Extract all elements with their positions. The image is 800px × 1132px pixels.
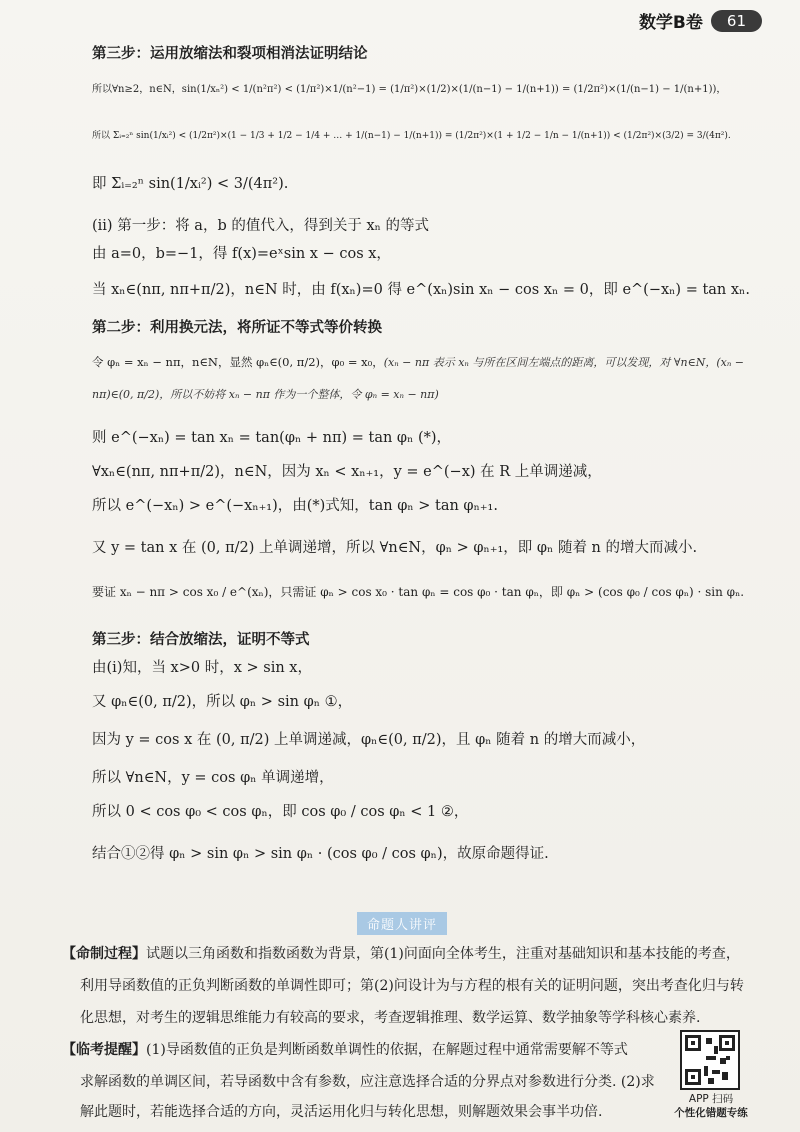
line-text: 当 xₙ∈(nπ, nπ+π/2)，n∈N 时，由 f(xₙ)=0 得 e^(xₙ)sin xₙ − cos xₙ = 0，即 e^(−xₙ) = tan xₙ. [92, 282, 750, 298]
line-text: (ii) 第一步：将 a，b 的值代入，得到关于 xₙ 的等式 [92, 218, 430, 234]
side-note: nπ)∈(0, π/2)，所以不妨将 xₙ − nπ 作为一个整体，令 φₙ = xₙ − nπ) [92, 388, 439, 401]
solution-line [92, 802, 468, 822]
solution-line [92, 80, 726, 100]
page-number: 61 [711, 10, 762, 32]
solution-line [92, 244, 391, 264]
comment-line [80, 1102, 670, 1122]
comment-text: (1)导函数值的正负是判断函数单调性的依据，在解题过程中通常需要解不等式 [146, 1042, 628, 1058]
comment-text: 利用导函数值的正负判断函数的单调性即可；第(2)问设计为与方程的根有关的证明问题，突出考查化归与转 [80, 978, 744, 994]
solution-line [92, 384, 439, 405]
comment-text: 试题以三角函数和指数函数为背景，第(1)问面向全体考生，注重对基础知识和基本技能的考查， [146, 946, 740, 962]
line-text: 即 Σᵢ₌₂ⁿ sin(1/xᵢ²) < 3/(4π²). [92, 176, 289, 192]
solution-line [92, 126, 731, 146]
comment-text: 求解函数的单调区间，若导函数中含有参数，应注意选择合适的分界点对参数进行分类. (2)求 [80, 1074, 655, 1090]
qr-caption-2: 个性化错题专练 [674, 1107, 748, 1119]
solution-line [92, 496, 498, 516]
step-heading [92, 318, 382, 338]
line-text: 则 e^(−xₙ) = tan xₙ = tan(φₙ + nπ) = tan φₙ (*)， [92, 430, 452, 446]
solution-line [92, 352, 744, 373]
solution-line [92, 174, 288, 194]
solution-line [92, 216, 429, 236]
line-text: 要证 xₙ − nπ > cos x₀ / e^(xₙ)，只需证 φₙ > cos x₀ · tan φₙ = cos φ₀ · tan φₙ，即 φₙ > (cos φ₀ / cos φₙ) · sin φₙ. [92, 585, 745, 599]
solution-line [92, 658, 312, 678]
solution-line [92, 428, 451, 448]
line-text: 第三步：结合放缩法，证明不等式 [92, 632, 310, 648]
line-text: 因为 y = cos x 在 (0, π/2) 上单调递减，φₙ∈(0, π/2)，且 φₙ 随着 n 的增大而减小， [92, 732, 646, 748]
line-text: 所以 0 < cos φ₀ < cos φₙ，即 cos φ₀ / cos φₙ < 1 ②， [92, 804, 469, 820]
qr-caption-1: APP 扫码 [688, 1093, 734, 1105]
comment-line [62, 944, 752, 964]
comment-text: 化思想，对考生的逻辑思维能力有较高的要求，考查逻辑推理、数学运算、数学抽象等学科核心素养. [80, 1010, 701, 1026]
step-heading [92, 630, 310, 650]
line-text: 由(i)知，当 x>0 时，x > sin x， [92, 660, 312, 676]
comment-text: 解此题时，若能选择合适的方向，灵活运用化归与转化思想，则解题效果会事半功倍. [80, 1104, 603, 1120]
solution-line [92, 538, 697, 558]
line-text: 第三步：运用放缩法和裂项相消法证明结论 [92, 46, 368, 62]
line-text: 又 y = tan x 在 (0, π/2) 上单调递增，所以 ∀n∈N，φₙ > φₙ₊₁，即 φₙ 随着 n 的增大而减小. [92, 540, 698, 556]
line-text: 所以∀n≥2，n∈N，sin(1/xₙ²) < 1/(n²π²) < (1/π²)×1/(n²−1) = (1/π²)×(1/2)×(1/(n−1) − 1/(n+1)) = (1/2π²)×(1/(n−1) − 1/(n+1))， [92, 84, 727, 95]
line-text: 所以 e^(−xₙ) > e^(−xₙ₊₁)，由(*)式知，tan φₙ > tan φₙ₊₁. [92, 498, 498, 514]
step-heading [92, 44, 368, 64]
book-title: 数学B卷 [638, 13, 703, 33]
qr-code-icon[interactable] [680, 1030, 740, 1090]
solution-line [92, 844, 549, 864]
comment-line [62, 1040, 652, 1060]
comment-tag: 【命制过程】 [62, 946, 146, 962]
comment-tag: 【临考提醒】 [62, 1042, 146, 1058]
solution-line [92, 462, 602, 482]
line-text: 所以 Σᵢ₌₂ⁿ sin(1/xᵢ²) < (1/2π²)×(1 − 1/3 + 1/2 − 1/4 + … + 1/(n−1) − 1/(n+1)) = (1/2π²)×(1 + 1/2 − 1/n − 1/(n+1)) < (1/2π²)×(3/2) = 3/(4π²). [92, 131, 731, 141]
line-text: 令 φₙ = xₙ − nπ，n∈N，显然 φₙ∈(0, π/2)，φ₀ = x₀， [92, 355, 384, 369]
line-text: ∀xₙ∈(nπ, nπ+π/2)，n∈N，因为 xₙ < xₙ₊₁，y = e^(−x) 在 R 上单调递减， [92, 464, 602, 480]
solution-line [92, 280, 750, 300]
comment-line [80, 1072, 670, 1092]
comment-line [80, 1008, 770, 1028]
line-text: 第二步：利用换元法，将所证不等式等价转换 [92, 320, 382, 336]
solution-line [92, 692, 352, 712]
page-header [639, 8, 762, 33]
solution-line [92, 582, 744, 602]
line-text: 由 a=0，b=−1，得 f(x)=eˣsin x − cos x， [92, 246, 391, 262]
solution-line [92, 768, 334, 788]
solution-line [92, 730, 645, 750]
line-text: 结合①②得 φₙ > sin φₙ > sin φₙ · (cos φ₀ / cos φₙ)，故原命题得证. [92, 846, 549, 862]
comment-line [80, 976, 770, 996]
section-banner: 命题人讲评 [357, 912, 447, 935]
side-note: (xₙ − nπ 表示 xₙ 与所在区间左端点的距离，可以发现，对 ∀n∈N，(xₙ − [383, 356, 745, 369]
line-text: 所以 ∀n∈N，y = cos φₙ 单调递增， [92, 770, 334, 786]
line-text: 又 φₙ∈(0, π/2)，所以 φₙ > sin φₙ ①， [92, 694, 353, 710]
